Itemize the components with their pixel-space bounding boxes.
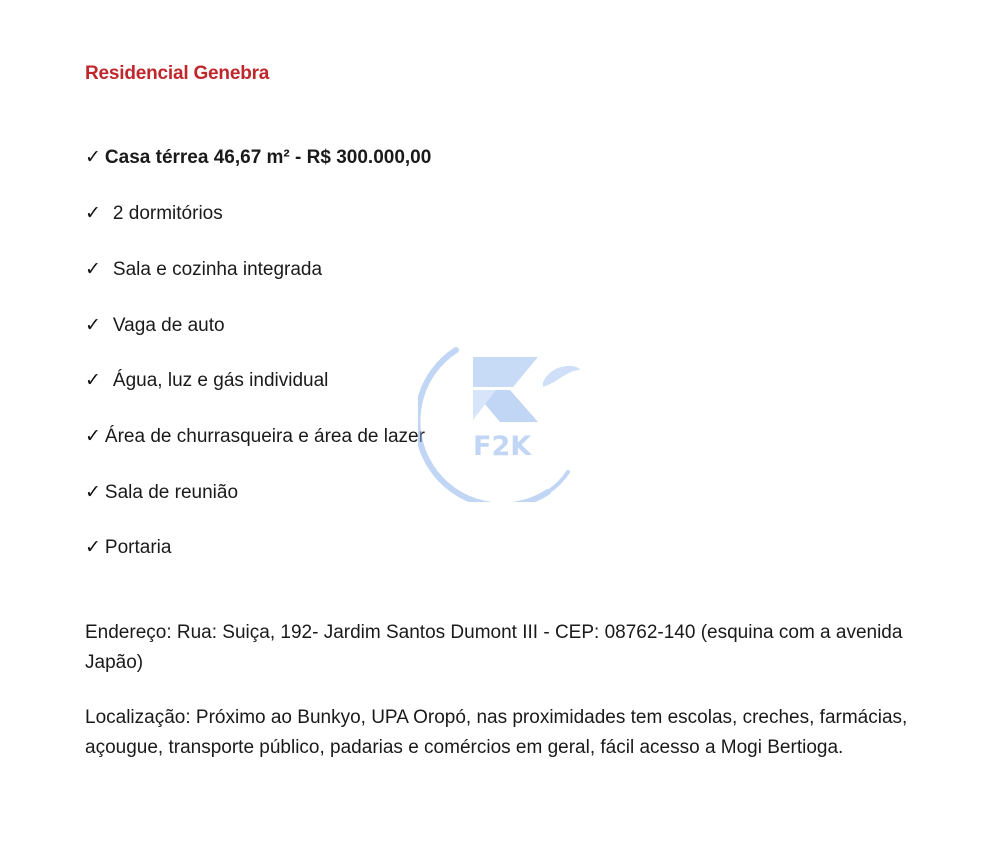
list-item — [85, 144, 431, 171]
list-item-text: Água, luz e gás individual — [112, 370, 329, 391]
list-item-text: Sala de reunião — [104, 482, 239, 503]
list-item — [85, 367, 328, 394]
list-item-text: Portaria — [104, 537, 172, 558]
list-item-text: Área de churrasqueira e área de lazer — [104, 426, 425, 447]
check-icon: ✓ — [85, 536, 101, 558]
list-item-text: Casa térrea 46,67 m² - R$ 300.000,00 — [104, 147, 432, 168]
check-icon: ✓ — [85, 425, 101, 447]
list-item-text: Sala e cozinha integrada — [112, 259, 323, 280]
list-item — [85, 312, 225, 339]
check-icon: ✓ — [85, 481, 101, 503]
f2k-logo-icon — [418, 342, 588, 502]
list-item-text: Vaga de auto — [112, 315, 225, 336]
check-icon: ✓ — [85, 369, 101, 391]
page-title: Residencial Genebra — [85, 63, 270, 84]
list-item — [85, 256, 322, 283]
list-item — [85, 200, 223, 227]
list-item — [85, 479, 238, 506]
watermark-brand: F2K — [473, 431, 532, 462]
check-icon: ✓ — [85, 146, 101, 168]
list-item — [85, 423, 425, 450]
check-icon: ✓ — [85, 258, 101, 280]
check-icon: ✓ — [85, 314, 101, 336]
address-paragraph: Endereço: Rua: Suiça, 192- Jardim Santos Dumont III - CEP: 08762-140 (esquina com a avenida Japão) — [85, 622, 903, 673]
list-item — [85, 534, 171, 561]
location-paragraph: Localização: Próximo ao Bunkyo, UPA Oropó, nas proximidades tem escolas, creches, farmácias, açougue, transporte público, padarias e comércios em geral, fácil acesso a Mogi Bertioga. — [85, 707, 908, 758]
list-item-text: 2 dormitórios — [112, 203, 223, 224]
check-icon: ✓ — [85, 202, 101, 224]
